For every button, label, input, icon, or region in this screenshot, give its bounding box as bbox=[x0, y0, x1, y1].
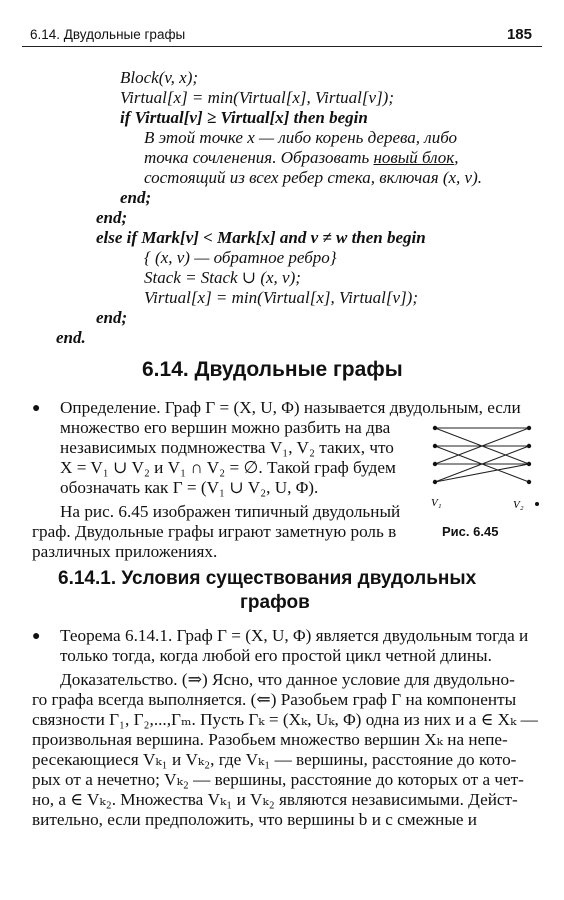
graph-vertex bbox=[433, 426, 437, 430]
figure-label-v1: V₁ bbox=[431, 497, 442, 509]
algo-line: Virtual[x] = min(Virtual[x], Virtual[v]); bbox=[120, 88, 395, 107]
proof-line: вительно, если предположить, что вершины b и c смежные и bbox=[32, 810, 477, 829]
algo-line: else if Mark[v] < Mark[x] and v ≠ w then begin bbox=[96, 228, 426, 247]
paragraph-line: различных приложениях. bbox=[32, 542, 218, 561]
bullet-mark: ● bbox=[32, 629, 41, 644]
definition-line: обозначать как Γ = (V₁ ∪ V₂, U, Φ). bbox=[60, 478, 319, 497]
algo-comment-line: В этой точке x — либо корень дерева, либо bbox=[144, 128, 458, 147]
running-header bbox=[22, 27, 542, 45]
definition-line: независимых подмножества V₁, V₂ таких, что bbox=[60, 438, 394, 457]
page-number: 185 bbox=[506, 26, 532, 43]
graph-edge bbox=[435, 464, 529, 482]
algo-comment-text: , bbox=[454, 148, 459, 167]
header-section-title: 6.14. Двудольные графы bbox=[30, 27, 186, 42]
graph-vertex bbox=[527, 480, 531, 484]
proof-line: связности Γ₁, Γ₂,...,Γₘ. Пусть Γₖ = (Xₖ, Uₖ, Φ) одна из них и a ∈ Xₖ — bbox=[32, 710, 538, 729]
subsection-heading: графов bbox=[240, 592, 310, 613]
graph-vertex bbox=[527, 444, 531, 448]
algo-line: Virtual[x] = min(Virtual[x], Virtual[v]); bbox=[144, 288, 419, 307]
proof-line: ресекающиеся Vₖ₁ и Vₖ₂, где Vₖ₁ — вершины, расстояние до кото- bbox=[32, 750, 517, 769]
proof-line: рых от a нечетно; Vₖ₂ — вершины, расстояние до которых от a чет- bbox=[32, 770, 524, 789]
algo-line: end. bbox=[56, 328, 86, 347]
algo-line: end; bbox=[120, 188, 152, 207]
definition-line: Определение. Граф Γ = (X, U, Φ) называется двудольным, если bbox=[60, 398, 521, 417]
proof-line: но, a ∈ Vₖ₂. Множества Vₖ₁ и Vₖ₂ являются независимыми. Дейст- bbox=[32, 790, 518, 809]
algo-line: end; bbox=[96, 308, 128, 327]
proof-line: го графа всегда выполняется. (⇐) Разобьем граф Γ на компоненты bbox=[32, 690, 517, 709]
algo-line: Stack = Stack ∪ (x, v); bbox=[144, 268, 301, 287]
graph-vertex bbox=[527, 426, 531, 430]
subsection-heading: 6.14.1. Условия существования двудольных bbox=[58, 568, 477, 589]
definition-line: множество его вершин можно разбить на два bbox=[60, 418, 391, 437]
graph-vertex bbox=[433, 444, 437, 448]
paragraph-line: На рис. 6.45 изображен типичный двудольный bbox=[60, 502, 401, 521]
definition-line: X = V₁ ∪ V₂ и V₁ ∩ V₂ = ∅. Такой граф будем bbox=[60, 458, 396, 477]
graph-vertex bbox=[433, 480, 437, 484]
algo-comment-line: состоящий из всех ребер стека, включая (x, v). bbox=[144, 168, 483, 187]
header-rule bbox=[22, 46, 542, 47]
graph-vertex bbox=[527, 462, 531, 466]
figure-label-v2: V₂ bbox=[513, 499, 524, 511]
figure-caption: Рис. 6.45 bbox=[442, 524, 499, 539]
section-heading: 6.14. Двудольные графы bbox=[142, 358, 403, 381]
algo-line: { (x, v) — обратное ребро} bbox=[144, 248, 337, 267]
algo-comment-text: точка сочленения. Образовать bbox=[144, 148, 374, 167]
theorem-line: только тогда, когда любой его простой цикл четной длины. bbox=[60, 646, 492, 665]
paragraph-line: граф. Двудольные графы играют заметную роль в bbox=[32, 522, 397, 541]
algo-line: Block(v, x); bbox=[120, 68, 199, 87]
graph-vertex bbox=[433, 462, 437, 466]
algo-line: if Virtual[v] ≥ Virtual[x] then begin bbox=[120, 108, 368, 127]
theorem-line: Теорема 6.14.1. Граф Γ = (X, U, Φ) является двудольным тогда и bbox=[60, 626, 529, 645]
graph-vertex bbox=[535, 502, 539, 506]
bullet-mark: ● bbox=[32, 401, 41, 416]
proof-line: Доказательство. (⇒) Ясно, что данное условие для двудольно- bbox=[60, 670, 515, 689]
algo-underlined-text: новый блок bbox=[373, 148, 455, 167]
algo-comment-line bbox=[144, 148, 459, 168]
algo-line: end; bbox=[96, 208, 128, 227]
proof-line: произвольная вершина. Разобьем множество вершин Xₖ на непе- bbox=[32, 730, 508, 749]
bipartite-graph-figure bbox=[425, 418, 545, 518]
